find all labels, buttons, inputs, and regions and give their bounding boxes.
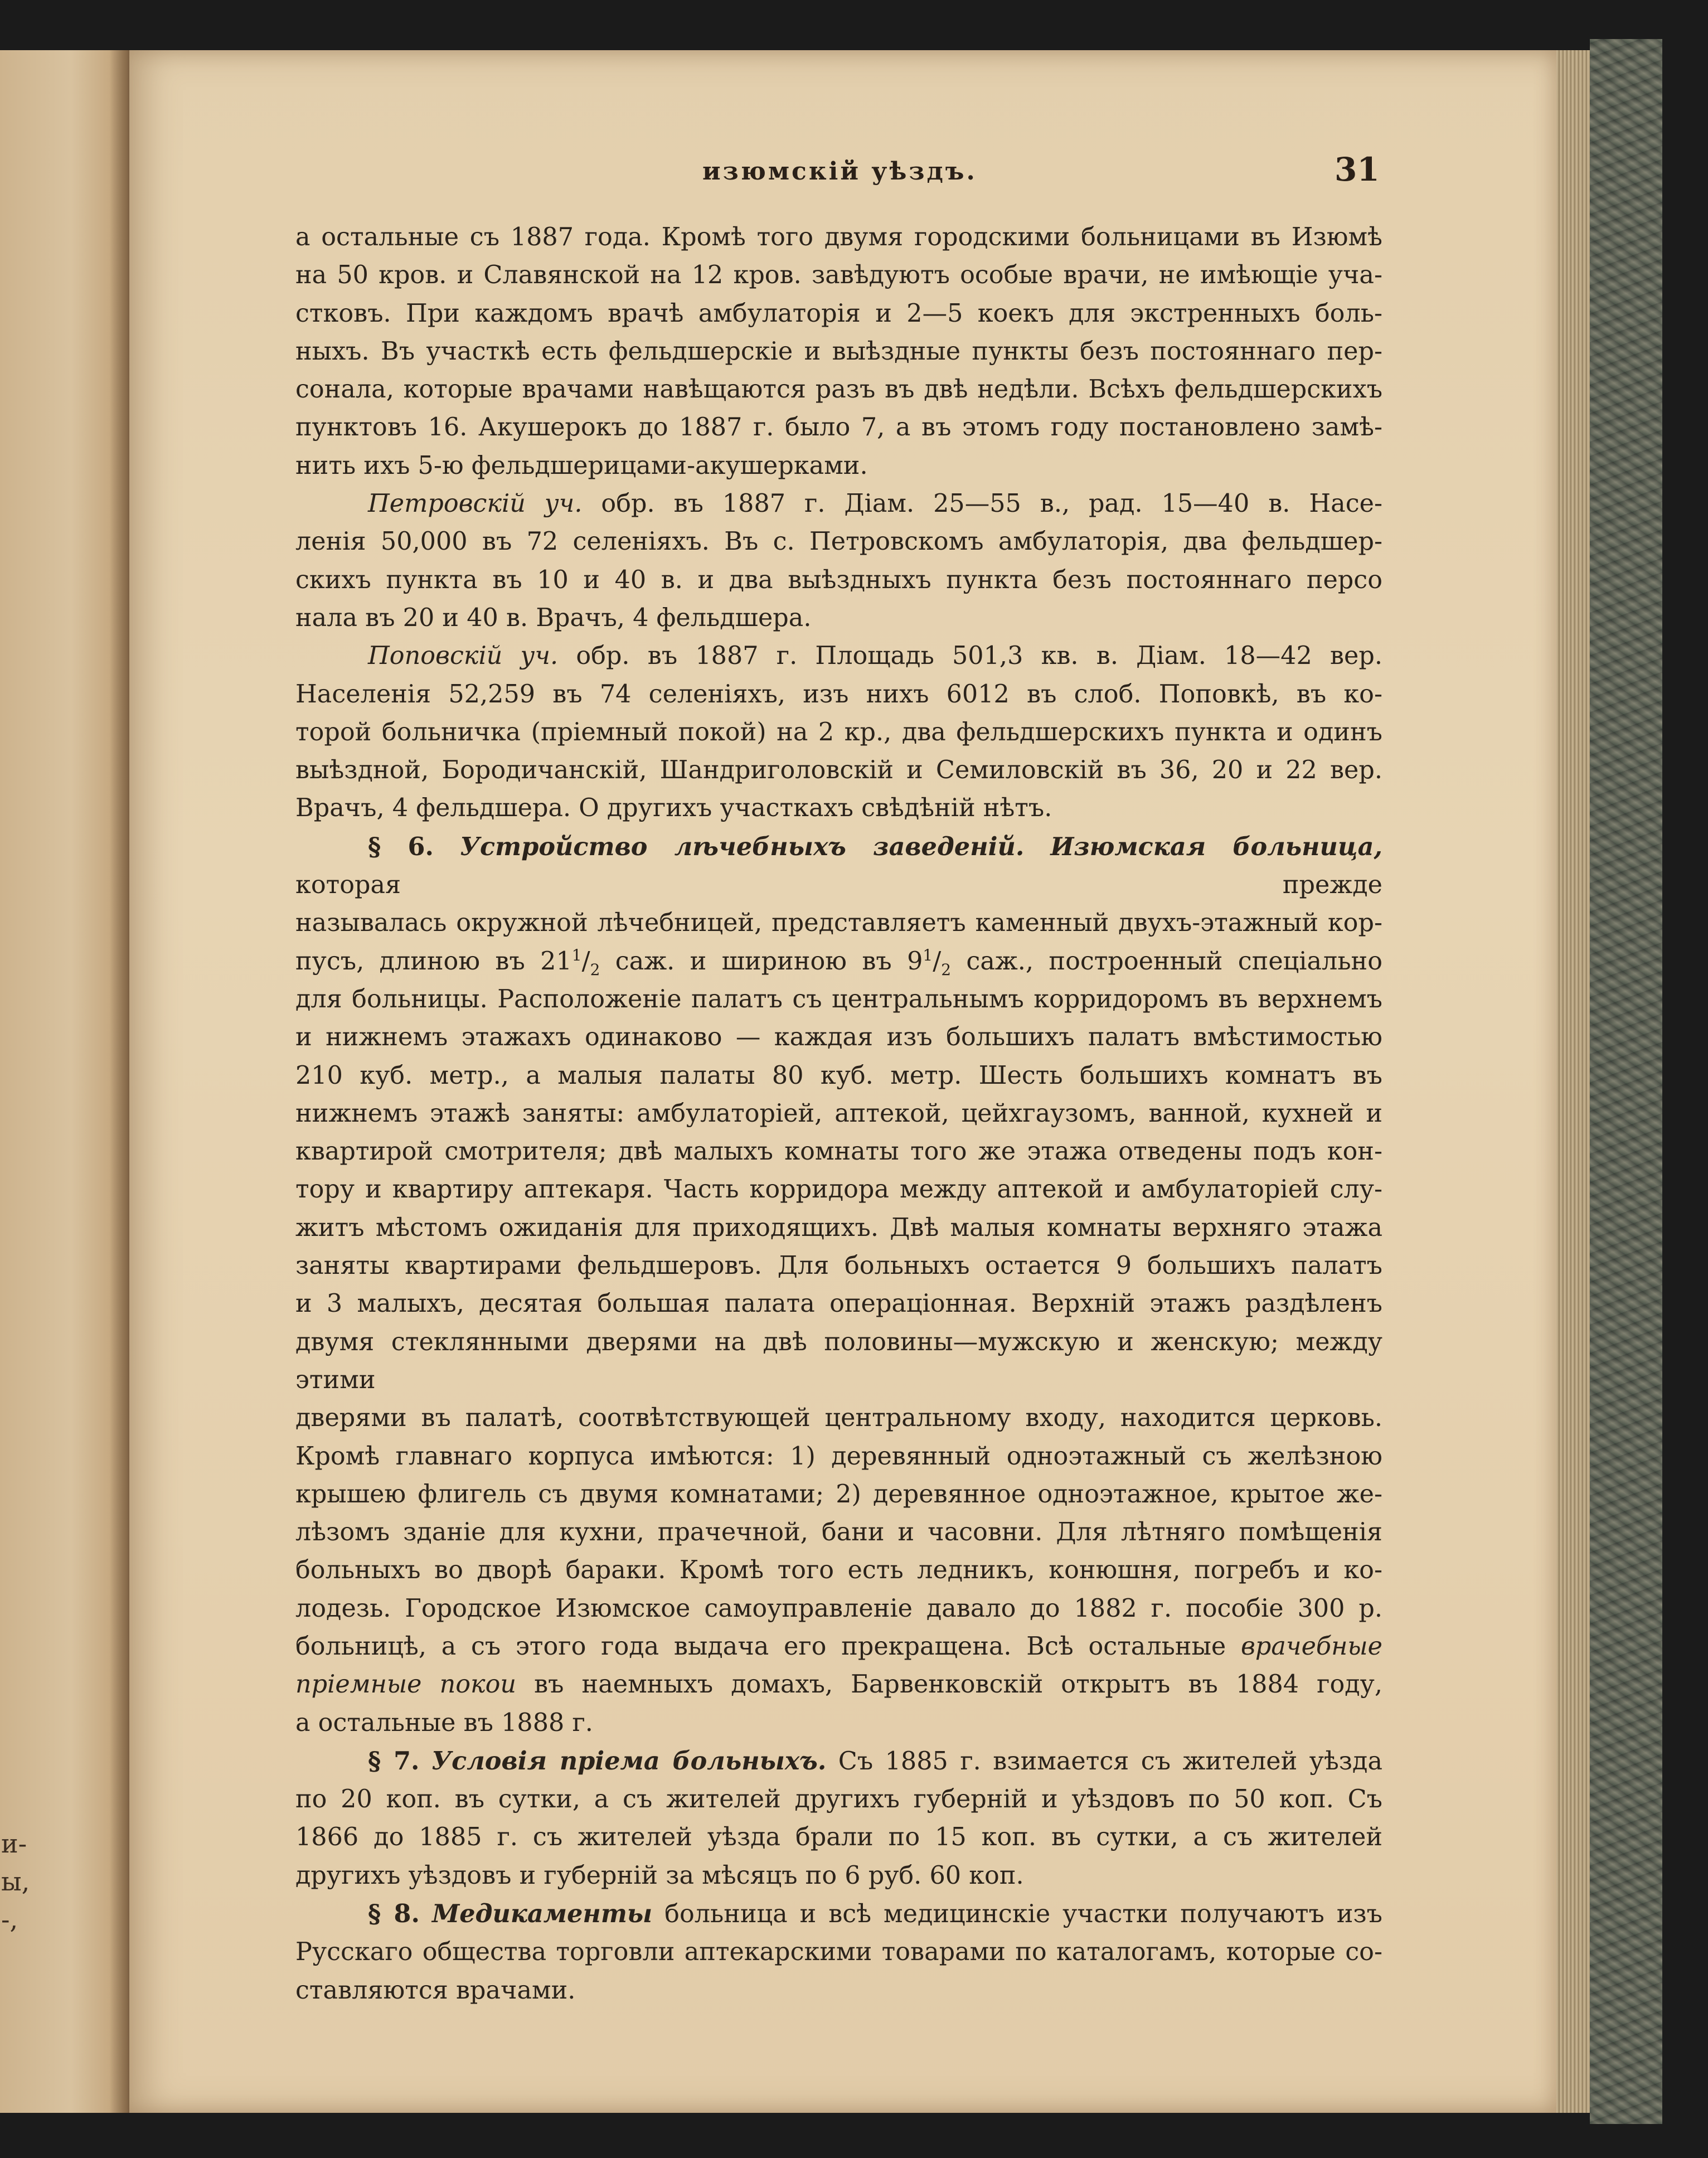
text-line: а остальные въ 1888 г. (295, 1708, 593, 1737)
body-text (295, 219, 1382, 2010)
petrovsky-paragraph-start (295, 485, 1382, 523)
text-line: для больницы. Расположеніе палатъ съ центральнымъ корридоромъ въ верхнемъ (295, 985, 1382, 1013)
fraction-denominator: 2 (590, 960, 600, 979)
running-head: изюмскій уѣздъ. (702, 157, 977, 186)
page-number: 31 (1335, 151, 1380, 188)
text-line: крышею флигель съ двумя комнатами; 2) деревянное одноэтажное, крытое же- (295, 1480, 1382, 1509)
text-line: и нижнемъ этажахъ одинаково — каждая изъ большихъ палатъ вмѣстимостью (295, 1023, 1382, 1052)
section-6-number: § 6. (368, 832, 434, 861)
text-line: Врачъ, 4 фельдшера. О другихъ участкахъ свѣдѣній нѣтъ. (295, 794, 1052, 823)
text-line: а остальные съ 1887 года. Кромѣ того двумя городскими больницами въ Изюмѣ (295, 223, 1382, 251)
section-7-number: § 7. (368, 1746, 420, 1776)
text-line: ныхъ. Въ участкѣ есть фельдшерскіе и выѣздные пункты безъ постояннаго пер- (295, 337, 1382, 366)
text-line: выѣздной, Бородичанскій, Шандриголовскій и Семиловскій въ 36, 20 и 22 вер. (295, 756, 1382, 785)
text-line: называлась окружной лѣчебницей, представляетъ каменный двухъ-этажный кор- (295, 909, 1382, 938)
text-line: по 20 коп. въ сутки, а съ жителей другихъ губерній и уѣздовъ по 50 коп. Съ (295, 1785, 1382, 1814)
text-line: квартирой смотрителя; двѣ малыхъ комнаты того же этажа отведены подъ кон- (295, 1137, 1382, 1166)
text-fragment: обр. въ 1887 г. Площадь 501,3 кв. в. Діам. 18—42 вер. (558, 642, 1382, 671)
italic-fragment: врачебные (1241, 1632, 1382, 1661)
text-line: ставляются врачами. (295, 1976, 576, 2005)
text-line: дверями въ палатѣ, соотвѣтствующей центральному входу, находится церковь. (295, 1404, 1382, 1433)
marbled-cover (1590, 39, 1662, 2124)
left-fragment: и- (1, 1829, 27, 1859)
petrovsky-title: Петровскій уч. (368, 489, 583, 518)
text-line: лѣзомъ зданіе для кухни, прачечной, бани и часовни. Для лѣтняго помѣщенія (295, 1518, 1382, 1547)
fraction-numerator: 1 (923, 945, 933, 964)
text-line: 1866 до 1885 г. съ жителей уѣзда брали по 15 коп. въ сутки, а съ жителей (295, 1823, 1382, 1852)
text-fragment: больницѣ, а съ этого года выдача его прекращена. Всѣ остальные (295, 1632, 1226, 1661)
text-fragment: Съ 1885 г. взимается съ жителей уѣзда (826, 1747, 1382, 1776)
section-7-start (295, 1742, 1382, 1781)
text-line: тору и квартиру аптекаря. Часть корридора между аптекой и амбулаторіей слу- (295, 1175, 1382, 1204)
text-line-fractions: пусъ, длиною въ $21^1/_2$ саж. и шириною въ $9^1/_2$ саж., построенный спеціально (295, 945, 1383, 979)
section-7-title: Условія пріема больныхъ. (431, 1746, 827, 1776)
fraction-numerator: 1 (571, 945, 582, 964)
text-fragment: саж., построенный спеціально (951, 947, 1383, 976)
text-fragment: саж. и шириною въ 9 (600, 947, 923, 976)
text-fragment: обр. въ 1887 г. Діам. 25—55 в., рад. 15—40 в. Насе- (582, 489, 1382, 518)
text-fragment: больница и всѣ медицинскіе участки получаютъ изъ (652, 1900, 1382, 1929)
popovsky-paragraph-start (295, 637, 1382, 675)
text-line: другихъ уѣздовъ и губерній за мѣсяцъ по 6 руб. 60 коп. (295, 1861, 1024, 1890)
text-fragment: въ наемныхъ домахъ, Барвенковскій открытъ въ 1884 году, (516, 1670, 1383, 1699)
text-line: заняты квартирами фельдшеровъ. Для больныхъ остается 9 большихъ палатъ (295, 1252, 1382, 1281)
fraction-denominator: 2 (941, 960, 952, 979)
text-fragment: которая прежде (295, 871, 1382, 900)
section-6-start (295, 828, 1382, 905)
left-fragment: -, (1, 1904, 18, 1934)
left-fragment: ы, (1, 1866, 30, 1897)
section-6-subtitle: Изюмская больница, (1050, 832, 1382, 861)
text-line: сонала, которые врачами навѣщаются разъ въ двѣ недѣли. Всѣхъ фельдшерскихъ (295, 375, 1382, 404)
text-line: нить ихъ 5-ю фельдшерицами-акушерками. (295, 451, 868, 480)
text-line: 210 куб. метр., а малыя палаты 80 куб. метр. Шесть большихъ комнатъ въ (295, 1061, 1382, 1090)
text-line-mixed (295, 1666, 1382, 1704)
section-6-title: Устройство лѣчебныхъ заведеній. (459, 832, 1025, 861)
text-line: пунктовъ 16. Акушерокъ до 1887 г. было 7, а въ этомъ году постановлено замѣ- (295, 413, 1382, 442)
text-line: больныхъ во дворѣ бараки. Кромѣ того есть ледникъ, конюшня, погребъ и ко- (295, 1556, 1382, 1585)
section-8-title: Медикаменты (431, 1899, 653, 1929)
text-line: и 3 малыхъ, десятая большая палата операціонная. Верхній этажъ раздѣленъ (295, 1289, 1382, 1318)
text-fragment: пусъ, длиною въ 21 (295, 947, 572, 976)
text-line: лодезь. Городское Изюмское самоуправленіе давало до 1882 г. пособіе 300 р. (295, 1594, 1382, 1623)
italic-fragment: пріемные покои (295, 1670, 517, 1699)
text-line: стковъ. При каждомъ врачѣ амбулаторія и 2—5 коекъ для экстренныхъ боль- (295, 299, 1382, 328)
section-8-start (295, 1895, 1382, 1933)
text-line: житъ мѣстомъ ожиданія для приходящихъ. Двѣ малыя комнаты верхняго этажа (295, 1213, 1382, 1242)
text-line: Населенія 52,259 въ 74 селеніяхъ, изъ нихъ 6012 въ слоб. Поповкѣ, въ ко- (295, 680, 1382, 709)
left-page-text-fragments (0, 50, 33, 2113)
text-line: нала въ 20 и 40 в. Врачъ, 4 фельдшера. (295, 603, 812, 632)
text-line: нижнемъ этажѣ заняты: амбулаторіей, аптекой, цейхгаузомъ, ванной, кухней и (295, 1099, 1382, 1128)
text-line: двумя стеклянными дверями на двѣ половины—мужскую и женскую; между этими (295, 1327, 1382, 1394)
text-line: торой больничка (пріемный покой) на 2 кр., два фельдшерскихъ пункта и одинъ (295, 717, 1382, 746)
text-line: скихъ пункта въ 10 и 40 в. и два выѣздныхъ пункта безъ постояннаго персо (295, 565, 1382, 594)
text-line: ленія 50,000 въ 72 селеніяхъ. Въ с. Петровскомъ амбулаторія, два фельдшер- (295, 527, 1382, 556)
text-line: Кромѣ главнаго корпуса имѣются: 1) деревянный одноэтажный съ желѣзною (295, 1442, 1382, 1471)
text-line: Русскаго общества торговли аптекарскими товарами по каталогамъ, которые со- (295, 1938, 1382, 1967)
text-line-mixed (295, 1628, 1382, 1666)
popovsky-title: Поповскій уч. (368, 642, 559, 671)
page-edges (1556, 50, 1590, 2113)
text-line: на 50 кров. и Славянской на 12 кров. завѣдуютъ особые врачи, не имѣющіе уча- (295, 261, 1382, 290)
section-8-number: § 8. (368, 1899, 420, 1929)
